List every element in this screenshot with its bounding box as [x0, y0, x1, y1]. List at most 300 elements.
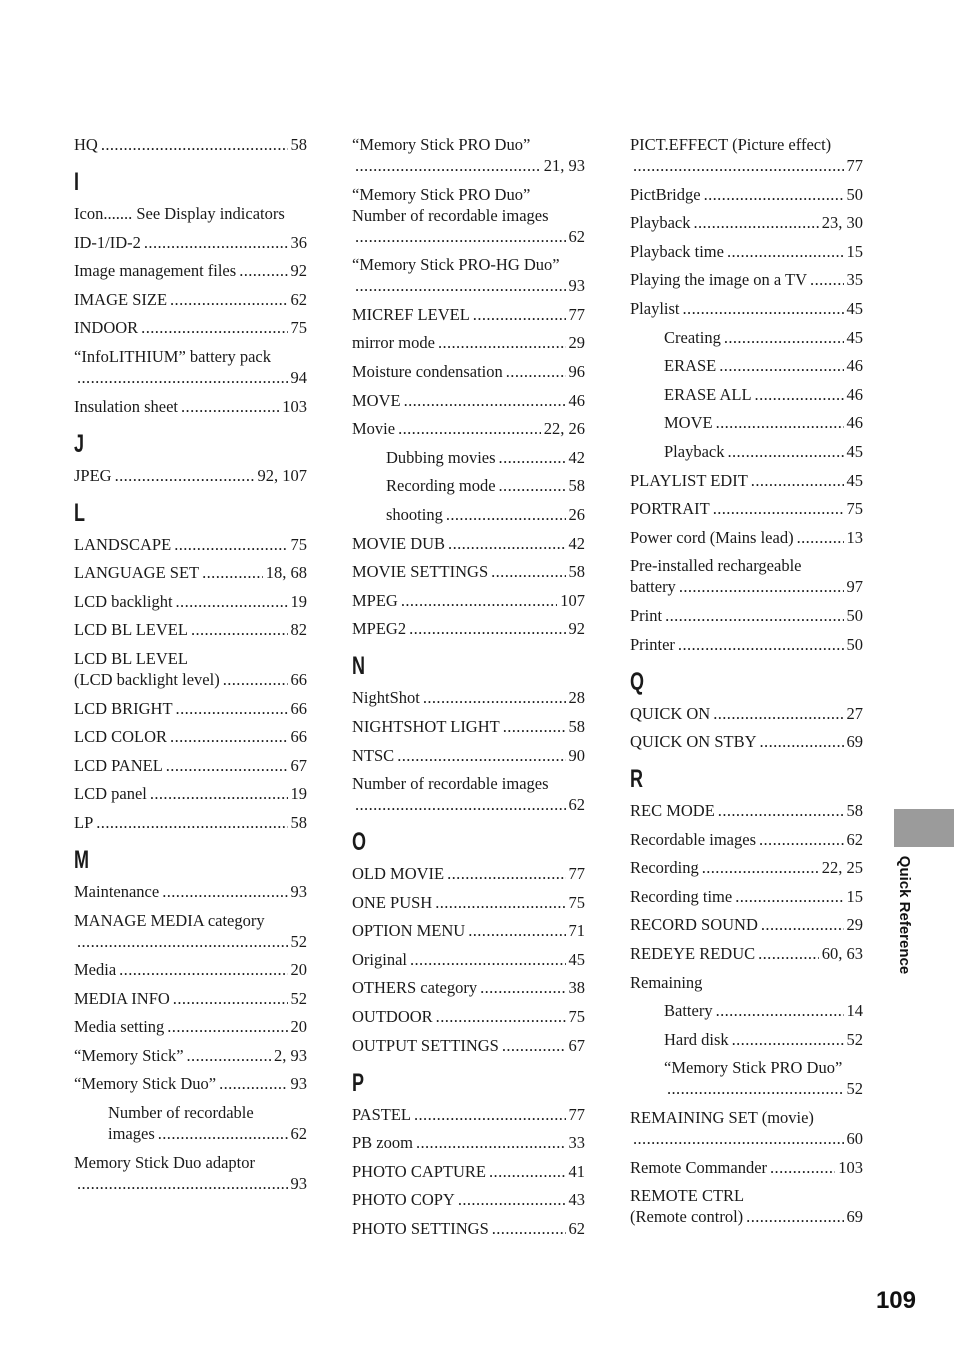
index-entry [630, 886, 863, 907]
index-subentry [630, 384, 863, 405]
page-reference: 58 [568, 716, 585, 736]
leader-dots [170, 289, 287, 310]
index-entry [74, 465, 307, 486]
entry-line [352, 590, 585, 611]
page-reference: 97 [846, 577, 863, 597]
entry-line [352, 1218, 585, 1239]
leader-dots [414, 1104, 566, 1125]
entry-line [108, 1123, 307, 1144]
page-reference: 93 [290, 881, 307, 901]
page-reference: 62 [568, 795, 585, 815]
index-letter-heading: J [74, 429, 85, 458]
index-entry [74, 648, 307, 690]
leader-dots [727, 241, 844, 262]
index-entry [74, 1152, 307, 1194]
entry-line [74, 346, 307, 367]
leader-dots [665, 605, 843, 626]
entry-term: PICT.EFFECT (Picture effect) [630, 135, 832, 154]
leader-dots [77, 931, 288, 952]
index-entry [352, 418, 585, 439]
index-subentry [630, 327, 863, 348]
page-reference: 15 [846, 241, 863, 261]
page-reference: 69 [846, 732, 863, 752]
leader-dots [448, 533, 565, 554]
entry-line [630, 943, 863, 964]
leader-dots [223, 669, 288, 690]
leader-dots [219, 1073, 287, 1094]
entry-term: MOVIE SETTINGS [352, 562, 489, 582]
leader-dots [716, 412, 844, 433]
page-reference: 52 [846, 1029, 863, 1049]
leader-dots [458, 1189, 566, 1210]
page-reference: 36 [290, 232, 307, 252]
index-letter-heading: O [352, 828, 367, 857]
leader-dots [191, 619, 288, 640]
entry-term: LCD BL LEVEL [74, 648, 188, 668]
leader-dots [719, 355, 843, 376]
entry-term: MICREF LEVEL [352, 304, 470, 324]
index-entry [74, 317, 307, 338]
index-entry [630, 731, 863, 752]
entry-line [74, 881, 307, 902]
entry-line [630, 634, 863, 655]
entry-term: PHOTO CAPTURE [352, 1161, 487, 1181]
leader-dots [499, 475, 566, 496]
page-reference: 19 [290, 591, 307, 611]
entry-line [74, 648, 307, 669]
index-entry [74, 812, 307, 833]
entry-line [352, 618, 585, 639]
leader-dots [435, 892, 565, 913]
leader-dots [176, 591, 288, 612]
page-reference: 29 [846, 915, 863, 935]
page-reference: 52 [290, 931, 307, 951]
entry-term: Print [630, 605, 663, 625]
index-subentry [630, 441, 863, 462]
entry-term: LCD PANEL [74, 755, 163, 775]
index-entry [352, 949, 585, 970]
entry-line [74, 260, 307, 281]
entry-term: Number of recordable images [352, 774, 549, 794]
page-reference: 20 [290, 1017, 307, 1037]
entry-term: OUTPUT SETTINGS [352, 1035, 499, 1055]
entry-term: mirror mode [352, 333, 435, 353]
index-entry [352, 716, 585, 737]
index-entry [352, 254, 585, 296]
index-entry [74, 988, 307, 1009]
page-reference: 77 [568, 864, 585, 884]
index-entry [630, 470, 863, 491]
leader-dots [158, 1123, 288, 1144]
page-reference: 46 [568, 390, 585, 410]
leader-dots [96, 812, 287, 833]
entry-term: JPEG [74, 465, 112, 485]
page-reference: 28 [568, 688, 585, 708]
page-reference: 46 [846, 384, 863, 404]
entry-line [352, 134, 585, 155]
page-reference: 45 [846, 327, 863, 347]
page-reference: 29 [568, 333, 585, 353]
index-entry [630, 555, 863, 597]
index-letter-heading: P [352, 1068, 365, 1097]
page-reference: 15 [846, 886, 863, 906]
entry-term: Icon....... See Display indicators [74, 204, 285, 223]
index-subentry [352, 504, 585, 525]
index-entry [352, 687, 585, 708]
index-subentry [352, 447, 585, 468]
entry-line [630, 269, 863, 290]
leader-dots [732, 1029, 844, 1050]
entry-term: PHOTO SETTINGS [352, 1219, 489, 1239]
index-entry [352, 618, 585, 639]
entry-line [664, 1000, 863, 1021]
index-entry [630, 1107, 863, 1149]
leader-dots [355, 794, 566, 815]
page-reference: 50 [846, 184, 863, 204]
page-reference: 96 [568, 361, 585, 381]
index-entry [74, 755, 307, 776]
entry-line [630, 470, 863, 491]
index-entry [74, 698, 307, 719]
index-subentry [630, 412, 863, 433]
entry-line [74, 669, 307, 690]
entry-line [630, 298, 863, 319]
entry-term: Printer [630, 634, 675, 654]
index-entry [352, 1132, 585, 1153]
index-entry [630, 298, 863, 319]
page-reference: 14 [846, 1001, 863, 1021]
entry-line [352, 920, 585, 941]
page-number: 109 [875, 1287, 916, 1314]
page-reference: 69 [846, 1207, 863, 1227]
page-reference: 50 [846, 605, 863, 625]
entry-term: HQ [74, 135, 98, 154]
entry-term: Recording [630, 858, 699, 878]
index-entry [352, 184, 585, 247]
section-tab-label: Quick Reference [896, 855, 913, 975]
index-column-3 [630, 134, 863, 1235]
entry-term: PLAYLIST EDIT [630, 470, 748, 490]
entry-line [74, 931, 307, 952]
leader-dots [489, 1161, 565, 1182]
leader-dots [468, 920, 565, 941]
page-reference: 58 [290, 812, 307, 832]
leader-dots [77, 367, 288, 388]
entry-term: LANDSCAPE [74, 534, 172, 554]
index-entry [352, 920, 585, 941]
entry-term: Media setting [74, 1017, 165, 1037]
entry-line [664, 412, 863, 433]
page-reference: 66 [290, 669, 307, 689]
entry-term: Maintenance [74, 881, 160, 901]
entry-term: REDEYE REDUC [630, 944, 756, 964]
index-entry [630, 914, 863, 935]
leader-dots [683, 298, 844, 319]
leader-dots [181, 396, 279, 417]
leader-dots [491, 561, 565, 582]
page-reference: 21, 93 [543, 156, 585, 175]
entry-line [74, 619, 307, 640]
entry-term: PHOTO COPY [352, 1190, 455, 1210]
index-entry [352, 892, 585, 913]
page-reference: 45 [568, 949, 585, 969]
leader-dots [187, 1045, 271, 1066]
index-letter-heading: I [74, 168, 80, 196]
entry-line [664, 327, 863, 348]
page-reference: 46 [846, 356, 863, 376]
entry-line [352, 1104, 585, 1125]
entry-term: Image management files [74, 261, 237, 281]
index-entry [74, 396, 307, 417]
entry-line [74, 203, 307, 224]
leader-dots [436, 1006, 566, 1027]
page-reference: 33 [568, 1133, 585, 1153]
leader-dots [401, 590, 557, 611]
entry-line [664, 1078, 863, 1099]
entry-line [630, 886, 863, 907]
page-reference: 2, 93 [274, 1045, 307, 1065]
entry-line [630, 857, 863, 878]
entry-term: LCD BRIGHT [74, 698, 173, 718]
page-reference: 50 [846, 634, 863, 654]
entry-term: Insulation sheet [74, 396, 179, 416]
entry-term: “InfoLITHIUM” battery pack [74, 346, 271, 366]
leader-dots [202, 562, 263, 583]
entry-term: Power cord (Mains lead) [630, 527, 794, 547]
index-entry [352, 590, 585, 611]
entry-term: IMAGE SIZE [74, 289, 168, 309]
leader-dots [438, 332, 566, 353]
leader-dots [718, 800, 844, 821]
entry-line [74, 134, 307, 155]
entry-term: LCD COLOR [74, 727, 168, 747]
entry-line [630, 498, 863, 519]
index-entry [352, 134, 585, 176]
entry-term: Playlist [630, 298, 680, 318]
entry-term: PB zoom [352, 1133, 413, 1153]
entry-term: images [108, 1124, 155, 1144]
leader-dots [693, 212, 818, 233]
entry-term: ERASE ALL [664, 384, 752, 404]
entry-line [630, 1206, 863, 1227]
page-reference: 41 [568, 1161, 585, 1181]
entry-line [386, 475, 585, 496]
entry-line [74, 783, 307, 804]
entry-line [352, 1006, 585, 1027]
entry-line [664, 1057, 863, 1078]
page-reference: 92 [290, 261, 307, 281]
page-reference: 45 [846, 470, 863, 490]
entry-line [630, 527, 863, 548]
entry-line [630, 1185, 863, 1206]
leader-dots [355, 155, 541, 176]
entry-term: Movie [352, 419, 396, 439]
entry-term: REMAINING SET (movie) [630, 1108, 814, 1128]
entry-line [630, 184, 863, 205]
entry-line [664, 441, 863, 462]
leader-dots [761, 914, 844, 935]
leader-dots [144, 232, 288, 253]
page-reference: 26 [568, 504, 585, 524]
entry-term: LCD BL LEVEL [74, 620, 188, 640]
entry-term: Remote Commander [630, 1157, 768, 1177]
entry-term: Playback [664, 441, 725, 461]
leader-dots [758, 943, 819, 964]
page-reference: 38 [568, 978, 585, 998]
entry-term: OLD MOVIE [352, 864, 445, 884]
entry-term: MOVE [352, 390, 401, 410]
index-entry [630, 972, 863, 993]
leader-dots [141, 317, 287, 338]
leader-dots [713, 498, 844, 519]
entry-line [630, 155, 863, 176]
entry-term: Number of recordable images [352, 205, 549, 225]
entry-term: LANGUAGE SET [74, 563, 200, 583]
index-subentry [630, 355, 863, 376]
page-reference: 93 [290, 1173, 307, 1193]
entry-line [352, 184, 585, 205]
entry-line [74, 396, 307, 417]
entry-term: “Memory Stick Duo” [74, 1074, 217, 1094]
entry-term: OPTION MENU [352, 921, 466, 941]
index-entry [352, 390, 585, 411]
page-reference: 62 [568, 1219, 585, 1239]
page-reference: 58 [846, 801, 863, 821]
index-letter-heading: Q [630, 667, 645, 696]
index-entry [74, 203, 307, 224]
leader-dots [355, 226, 566, 247]
entry-term: QUICK ON STBY [630, 732, 757, 752]
leader-dots [633, 1128, 844, 1149]
entry-term: LCD backlight [74, 591, 173, 611]
page-reference: 46 [846, 413, 863, 433]
index-entry [630, 184, 863, 205]
entry-line [386, 447, 585, 468]
leader-dots [713, 703, 843, 724]
leader-dots [355, 275, 566, 296]
leader-dots [404, 390, 566, 411]
leader-dots [727, 441, 843, 462]
entry-line [74, 232, 307, 253]
index-entry [352, 745, 585, 766]
entry-line [74, 289, 307, 310]
entry-term: INDOOR [74, 318, 139, 338]
entry-term: “Memory Stick” [74, 1045, 184, 1065]
page-reference: 75 [568, 892, 585, 912]
entry-line [74, 910, 307, 931]
page-reference: 58 [568, 562, 585, 582]
page-reference: 60, 63 [821, 944, 863, 964]
leader-dots [170, 726, 287, 747]
entry-term: Recording mode [386, 476, 496, 496]
entry-line [74, 726, 307, 747]
index-letter-heading: R [630, 765, 644, 794]
entry-term: MPEG2 [352, 619, 407, 639]
page-reference: 77 [846, 156, 863, 175]
entry-term: MOVIE DUB [352, 533, 446, 553]
entry-term: Dubbing movies [386, 447, 496, 467]
leader-dots [77, 1173, 288, 1194]
index-column-1 [74, 134, 307, 1201]
leader-dots [173, 988, 288, 1009]
index-entry [352, 1218, 585, 1239]
entry-line [74, 755, 307, 776]
entry-term: Recording time [630, 886, 733, 906]
leader-dots [446, 504, 566, 525]
page-reference: 93 [290, 1074, 307, 1094]
leader-dots [724, 327, 844, 348]
page-reference: 58 [568, 476, 585, 496]
leader-dots [760, 731, 844, 752]
leader-dots [746, 1206, 843, 1227]
page-reference: 90 [568, 745, 585, 765]
entry-line [352, 716, 585, 737]
entry-term: PORTRAIT [630, 499, 710, 519]
leader-dots [150, 783, 288, 804]
entry-line [630, 1107, 863, 1128]
leader-dots [679, 576, 844, 597]
entry-line [352, 205, 585, 226]
entry-term: RECORD SOUND [630, 915, 758, 935]
page-reference: 58 [290, 135, 307, 154]
section-tab [894, 809, 954, 847]
leader-dots [751, 470, 844, 491]
leader-dots [492, 1218, 566, 1239]
leader-dots [506, 361, 566, 382]
index-entry [352, 863, 585, 884]
entry-line [630, 800, 863, 821]
entry-line [74, 1016, 307, 1037]
leader-dots [702, 857, 819, 878]
leader-dots [398, 418, 541, 439]
entry-line [352, 155, 585, 176]
index-entry [630, 829, 863, 850]
entry-line [352, 533, 585, 554]
page-reference: 45 [846, 298, 863, 318]
leader-dots [410, 949, 566, 970]
index-entry [630, 800, 863, 821]
entry-line [74, 698, 307, 719]
index-entry [74, 232, 307, 253]
entry-line [352, 361, 585, 382]
entry-term: Moisture condensation [352, 361, 503, 381]
index-entry [74, 619, 307, 640]
index-subentry [352, 475, 585, 496]
index-subentry [630, 1000, 863, 1021]
entry-line [352, 332, 585, 353]
entry-term: Battery [664, 1001, 713, 1021]
page-reference: 66 [290, 727, 307, 747]
entry-term: Playing the image on a TV [630, 270, 808, 290]
index-entry [630, 527, 863, 548]
index-entry [630, 498, 863, 519]
entry-term: MANAGE MEDIA category [74, 910, 265, 930]
page-reference: 75 [846, 499, 863, 519]
page-reference: 22, 26 [543, 419, 585, 439]
index-entry [352, 361, 585, 382]
entry-line [352, 745, 585, 766]
index-entry [630, 943, 863, 964]
entry-term: Media [74, 960, 117, 980]
page-reference: 103 [838, 1157, 863, 1177]
leader-dots [397, 745, 565, 766]
entry-line [352, 304, 585, 325]
entry-term: PictBridge [630, 184, 701, 204]
index-entry [74, 134, 307, 155]
entry-term: (Remote control) [630, 1207, 744, 1227]
page-reference: 62 [290, 289, 307, 309]
page-reference: 103 [282, 396, 307, 416]
